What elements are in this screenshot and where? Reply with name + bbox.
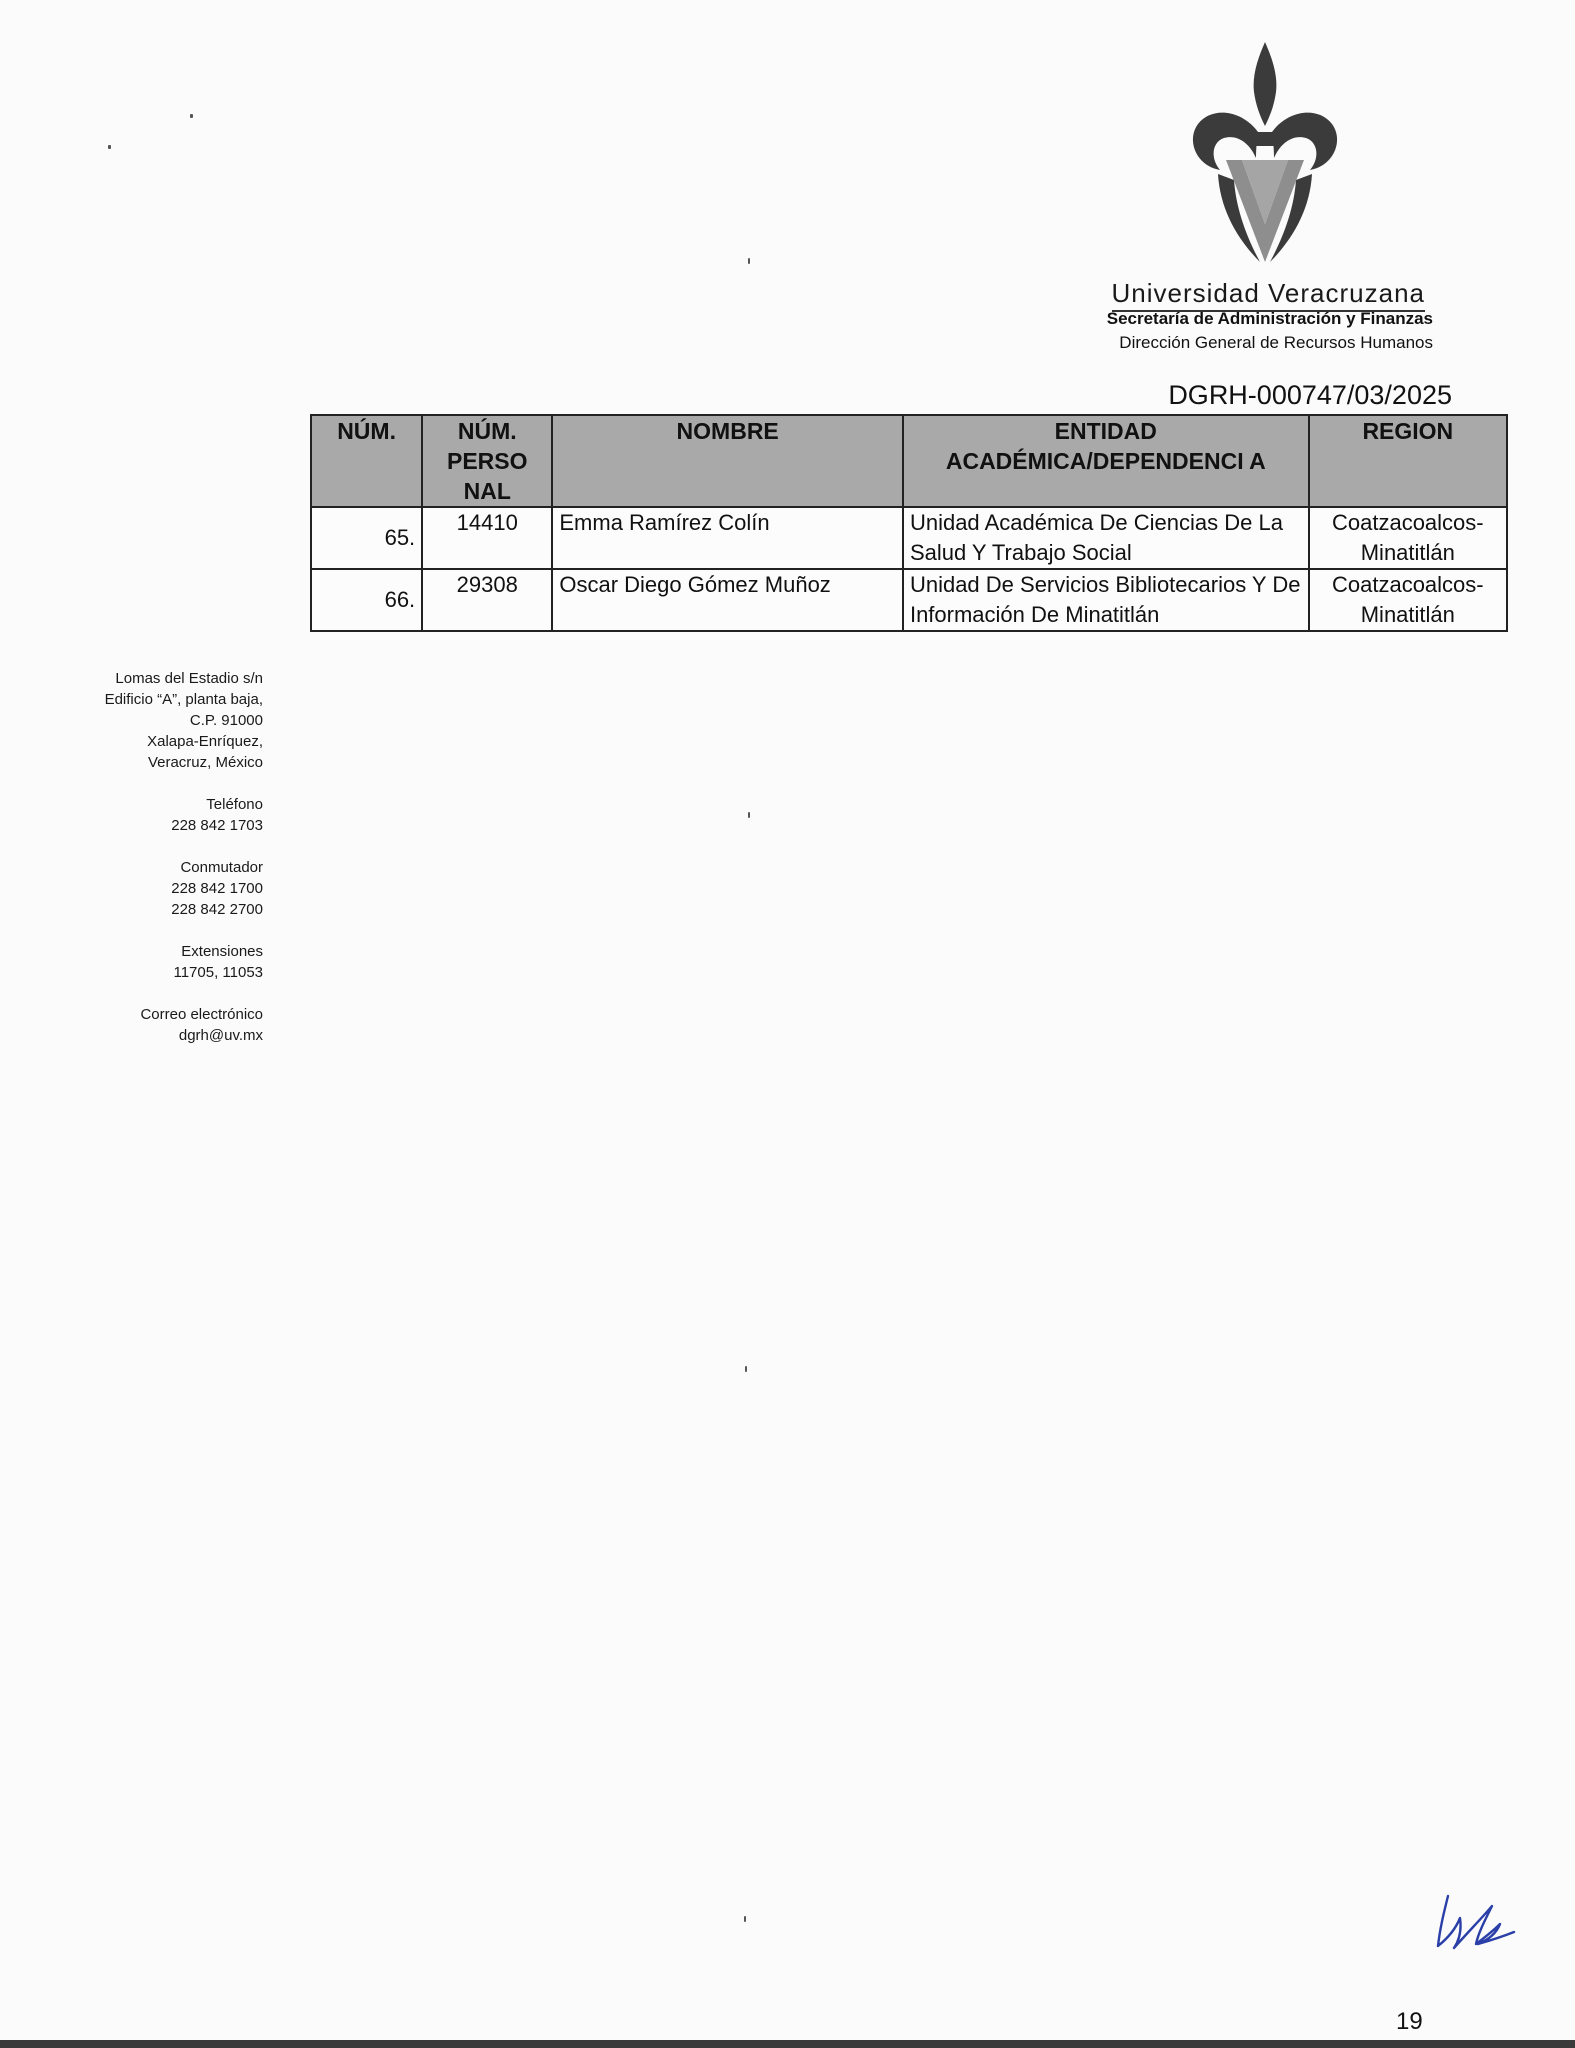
cell-nombre: Oscar Diego Gómez Muñoz [552, 569, 903, 631]
address-line: Veracruz, México [147, 754, 263, 771]
table-row [311, 569, 1507, 631]
direccion-name: Dirección General de Recursos Humanos [1119, 333, 1433, 352]
correo-block [23, 1004, 263, 1046]
document-code: DGRH-000747/03/2025 [1168, 380, 1452, 410]
table-row [311, 507, 1507, 569]
header-num: NÚM. [311, 415, 422, 507]
scan-speck [108, 145, 111, 149]
cell-entidad: Unidad Académica De Ciencias De La Salud Y Trabajo Social [903, 507, 1309, 569]
correo-value: dgrh@uv.mx [178, 1027, 263, 1044]
scan-speck [748, 258, 750, 264]
address-line: Xalapa-Enríquez, [147, 733, 263, 750]
secretaria-name: Secretaría de Administración y Finanzas [1106, 309, 1433, 328]
extensiones-label: Extensiones [181, 943, 263, 960]
cell-num: 66. [311, 569, 422, 631]
address-block [23, 668, 263, 773]
cell-entidad: Unidad De Servicios Bibliotecarios Y De Información De Minatitlán [903, 569, 1309, 631]
telefono-value: 228 842 1703 [171, 817, 263, 834]
address-line: C.P. 91000 [189, 712, 263, 729]
institution-name: Universidad Veracruzana [1112, 278, 1426, 312]
scan-speck [745, 1366, 747, 1372]
cell-nombre: Emma Ramírez Colín [552, 507, 903, 569]
address-line: Edificio “A”, planta baja, [104, 691, 263, 708]
scan-speck [748, 812, 750, 818]
scan-speck [744, 1916, 746, 1922]
extensiones-value: 11705, 11053 [173, 964, 263, 981]
header-region: REGION [1309, 415, 1507, 507]
contact-sidebar [23, 668, 263, 1067]
scan-bottom-edge [0, 2040, 1575, 2048]
conmutador-label: Conmutador [180, 859, 263, 876]
telefono-block [23, 794, 263, 836]
page-number: 19 [1396, 2008, 1423, 2035]
cell-num-personal: 14410 [422, 507, 552, 569]
scan-speck [190, 114, 193, 118]
extensiones-block [23, 941, 263, 983]
conmutador-block [23, 857, 263, 920]
cell-num-personal: 29308 [422, 569, 552, 631]
header-nombre: NOMBRE [552, 415, 903, 507]
address-line: Lomas del Estadio s/n [115, 670, 263, 687]
table-header-row [311, 415, 1507, 507]
initials-signature-icon [1430, 1888, 1520, 1958]
header-entidad: ENTIDAD ACADÉMICA/DEPENDENCI A [903, 415, 1309, 507]
conmutador-value: 228 842 1700 [171, 880, 263, 897]
personnel-table [310, 414, 1508, 632]
university-logo-icon [1190, 40, 1340, 270]
conmutador-value: 228 842 2700 [171, 901, 263, 918]
cell-region: Coatzacoalcos-Minatitlán [1309, 569, 1507, 631]
cell-region: Coatzacoalcos-Minatitlán [1309, 507, 1507, 569]
header-num-personal: NÚM. PERSO NAL [422, 415, 552, 507]
telefono-label: Teléfono [206, 796, 263, 813]
cell-num: 65. [311, 507, 422, 569]
correo-label: Correo electrónico [140, 1006, 263, 1023]
